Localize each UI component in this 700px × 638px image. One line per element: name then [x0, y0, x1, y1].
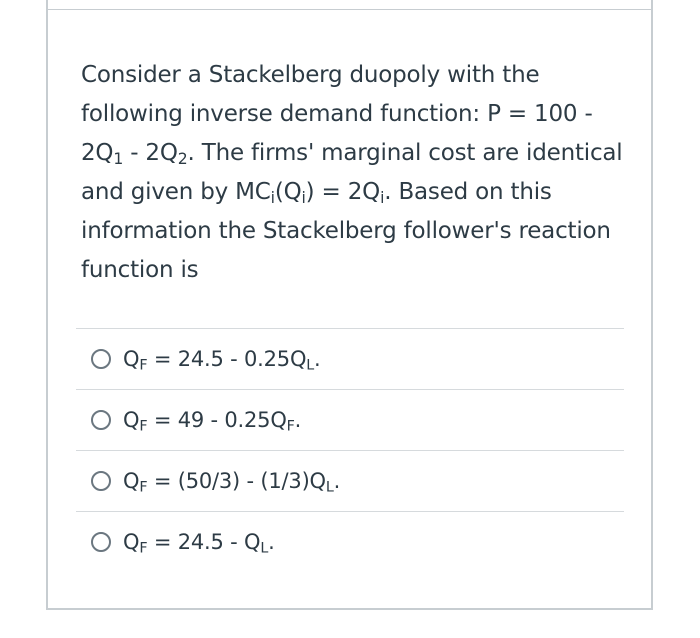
text-fragment: = 49 - 0.25Q [147, 408, 287, 432]
subscript: 2 [177, 148, 188, 168]
subscript: L [306, 357, 315, 374]
subscript: 1 [113, 148, 124, 168]
answer-option-4[interactable] [76, 511, 624, 572]
subscript: F [139, 540, 148, 557]
text-fragment: . [268, 530, 275, 554]
text-fragment: 2Q [81, 140, 114, 166]
subscript: i [301, 187, 306, 207]
text-fragment: . [294, 408, 302, 432]
question-line [81, 134, 626, 173]
answer-option-2[interactable] [76, 389, 624, 450]
text-fragment: Q [123, 347, 140, 371]
question-line [81, 173, 626, 212]
question-card [46, 0, 653, 610]
subscript: F [286, 418, 295, 435]
text-fragment: - 2Q [123, 140, 178, 166]
text-fragment: Q [123, 408, 140, 432]
radio-button[interactable] [91, 471, 111, 491]
radio-button[interactable] [91, 349, 111, 369]
question-line: function is [81, 257, 199, 283]
text-fragment: Q [123, 469, 140, 493]
subscript: i [380, 187, 385, 207]
text-fragment: ) = 2Q [305, 179, 381, 205]
card-header-bar [48, 0, 651, 10]
text-fragment: = 24.5 - Q [147, 530, 261, 554]
text-fragment: . The firms' marginal cost are identical [187, 140, 623, 166]
question-line: following inverse demand function: P = 100 - [81, 101, 593, 127]
answer-label [123, 347, 321, 374]
subscript: i [270, 187, 275, 207]
text-fragment: Q [123, 530, 140, 554]
text-fragment: and given by MC [81, 179, 271, 205]
radio-button[interactable] [91, 410, 111, 430]
answer-label [123, 408, 302, 435]
answer-label [123, 469, 341, 496]
question-line: information the Stackelberg follower's reaction [81, 218, 611, 244]
answer-option-1[interactable] [76, 328, 624, 389]
subscript: L [325, 479, 334, 496]
text-fragment: (Q [274, 179, 302, 205]
question-line: Consider a Stackelberg duopoly with the [81, 62, 540, 88]
answer-list [76, 328, 624, 572]
text-fragment: = (50/3) - (1/3)Q [147, 469, 326, 493]
answer-label [123, 530, 275, 557]
text-fragment: = 24.5 - 0.25Q [147, 347, 307, 371]
text-fragment: . Based on this [384, 179, 552, 205]
text-fragment: . [333, 469, 341, 493]
text-fragment: . [314, 347, 321, 371]
radio-button[interactable] [91, 532, 111, 552]
answer-option-3[interactable] [76, 450, 624, 511]
subscript: L [260, 540, 269, 557]
subscript: F [139, 418, 148, 435]
subscript: F [139, 357, 148, 374]
question-text [81, 56, 626, 290]
subscript: F [139, 479, 148, 496]
